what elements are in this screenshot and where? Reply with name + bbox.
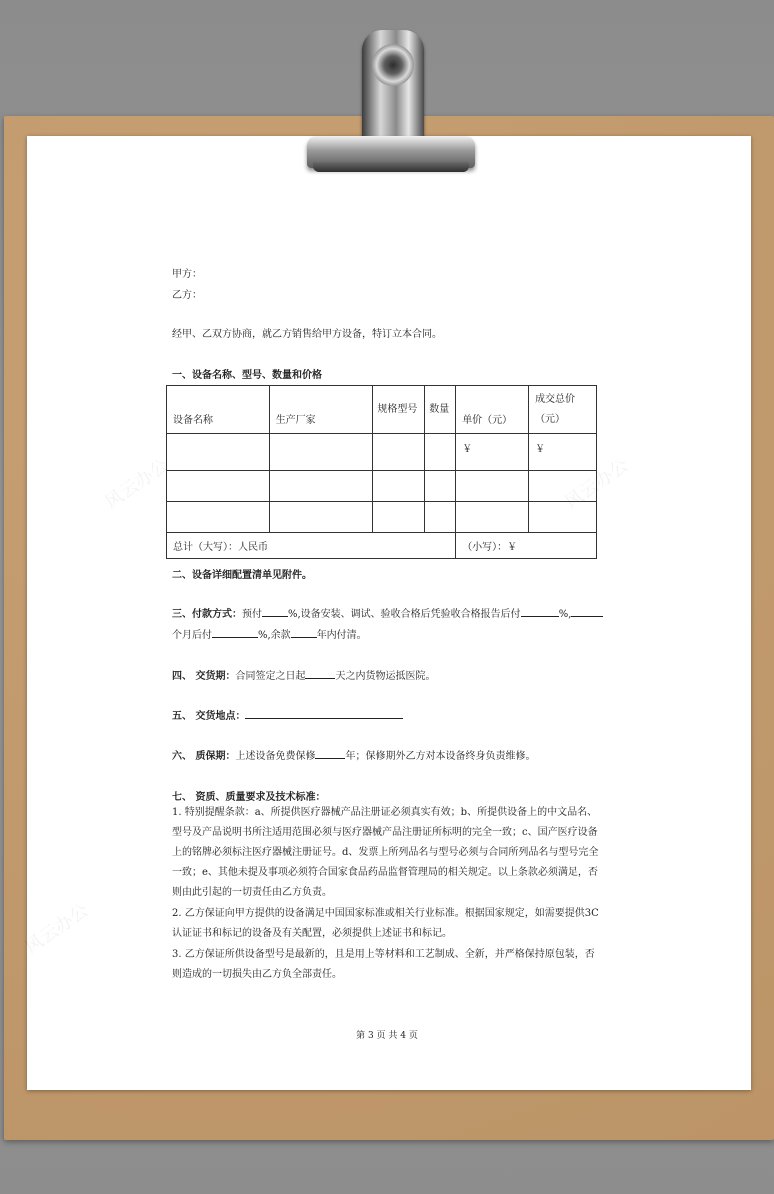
header-cell: 规格型号 <box>373 386 425 434</box>
table-cell[interactable] <box>529 434 597 471</box>
blank-field[interactable] <box>262 605 288 617</box>
table-cell[interactable] <box>269 502 373 533</box>
table-cell[interactable] <box>167 502 270 533</box>
section5-label: 五、 交货地点： <box>172 711 246 722</box>
table-cell[interactable] <box>425 434 456 471</box>
header-cell: 数量 <box>425 386 456 434</box>
section4-text: 合同签定之日起 <box>235 671 306 682</box>
total-small-label: （小写）：￥ <box>462 542 518 553</box>
blank-field[interactable] <box>291 626 317 638</box>
table-cell[interactable] <box>529 471 597 502</box>
table-cell[interactable] <box>373 434 425 471</box>
header-cell: 成交总价（元） <box>529 386 597 434</box>
table-cell[interactable] <box>425 502 456 533</box>
section6-text: 上述设备免费保修 <box>235 751 316 762</box>
section3-text: %, <box>558 609 572 620</box>
header-cell: 单价（元） <box>456 386 529 434</box>
total-uppercase-cell[interactable] <box>167 533 456 559</box>
section3-text: 年内付清。 <box>316 630 367 641</box>
section7-item-2: 2. 乙方保证向甲方提供的设备满足中国国家标准或相关行业标准。根据国家规定，如需要提供3C认证证书和标记的设备及有关配置，必须提供上述证书和标记。 <box>172 908 599 939</box>
intro-text: 经甲、乙双方协商，就乙方销售给甲方设备，特订立本合同。 <box>172 329 442 340</box>
section3-text: 个月后付 <box>172 630 212 641</box>
table-cell[interactable] <box>456 471 529 502</box>
equipment-table <box>166 385 597 559</box>
section3-text: 预付 <box>242 609 262 620</box>
table-row <box>167 502 597 533</box>
section4-label: 四、 交货期： <box>172 671 236 682</box>
binder-clip-ring <box>372 44 414 86</box>
section4-text: 天之内货物运抵医院。 <box>335 671 436 682</box>
binder-clip-lip <box>313 162 469 172</box>
watermark: 风云办公 <box>101 454 173 514</box>
section6-label: 六、 质保期： <box>172 751 236 762</box>
party-b-label: 乙方： <box>172 290 202 301</box>
table-cell[interactable] <box>269 434 373 471</box>
section4-line <box>172 667 435 682</box>
section7-item-1: 1. 特别提醒条款：a、所提供医疗器械产品注册证必须真实有效；b、所提供设备上的中文品名、型号及产品说明书所注适用范围必须与医疗器械产品注册证所标明的完全一致；c、国产医疗设备上的铭牌必须标注医疗器械注册证号。d、发票上所列品名与型号必须与合同所列品名与型号完全一致；e、其他未提及事项必须符合国家食品药品监督管理局的相关规定。以上条款必须满足，否则由此引起的一切责任由乙方负责。 <box>172 807 599 898</box>
header-cell: 生产厂家 <box>269 386 373 434</box>
section1-title: 一、设备名称、型号、数量和价格 <box>172 370 322 381</box>
table-cell[interactable] <box>167 471 270 502</box>
table-row <box>167 471 597 502</box>
table-cell[interactable] <box>373 471 425 502</box>
section7-item-3: 3. 乙方保证所供设备型号是最新的，且是用上等材料和工艺制成、全新，并严格保持原包装，否则造成的一切损失由乙方负全部责任。 <box>172 949 595 980</box>
currency-symbol: ￥ <box>535 444 546 455</box>
table-cell[interactable] <box>529 502 597 533</box>
total-lowercase-cell[interactable] <box>456 533 597 559</box>
party-a-label: 甲方： <box>172 269 202 280</box>
blank-field[interactable] <box>521 605 559 617</box>
blank-field[interactable] <box>571 605 603 617</box>
table-cell[interactable] <box>456 434 529 471</box>
blank-field[interactable] <box>212 626 258 638</box>
table-header-row <box>167 386 597 434</box>
table-cell[interactable] <box>456 502 529 533</box>
currency-symbol: ￥ <box>462 444 473 455</box>
page-number-footer: 第 3 页 共 4 页 <box>356 1031 418 1041</box>
section6-line <box>172 747 535 762</box>
table-cell[interactable] <box>373 502 425 533</box>
table-row <box>167 434 597 471</box>
blank-field[interactable] <box>305 667 335 679</box>
table-total-row <box>167 533 597 559</box>
section3-line1 <box>172 605 603 620</box>
table-cell[interactable] <box>425 471 456 502</box>
section7-title: 七、 资质、质量要求及技术标准： <box>172 792 326 803</box>
section6-text: 年；保修期外乙方对本设备终身负责维修。 <box>345 751 536 762</box>
section3-label: 三、付款方式： <box>172 609 242 620</box>
header-cell: 设备名称 <box>167 386 270 434</box>
section3-line2 <box>172 626 367 641</box>
total-label: 总计（大写）：人民币 <box>173 542 268 553</box>
watermark: 风云办公 <box>561 454 633 514</box>
section3-text: %,设备安装、调试、验收合格后凭验收合格报告后付 <box>288 609 521 620</box>
table-cell[interactable] <box>269 471 373 502</box>
section3-text: %,余款 <box>258 630 291 641</box>
table-cell[interactable] <box>167 434 270 471</box>
blank-field[interactable] <box>315 747 345 759</box>
watermark: 风云办公 <box>21 899 93 959</box>
section2-title: 二、设备详细配置清单见附件。 <box>172 570 312 581</box>
section5-line <box>172 707 403 722</box>
blank-field[interactable] <box>245 707 403 719</box>
